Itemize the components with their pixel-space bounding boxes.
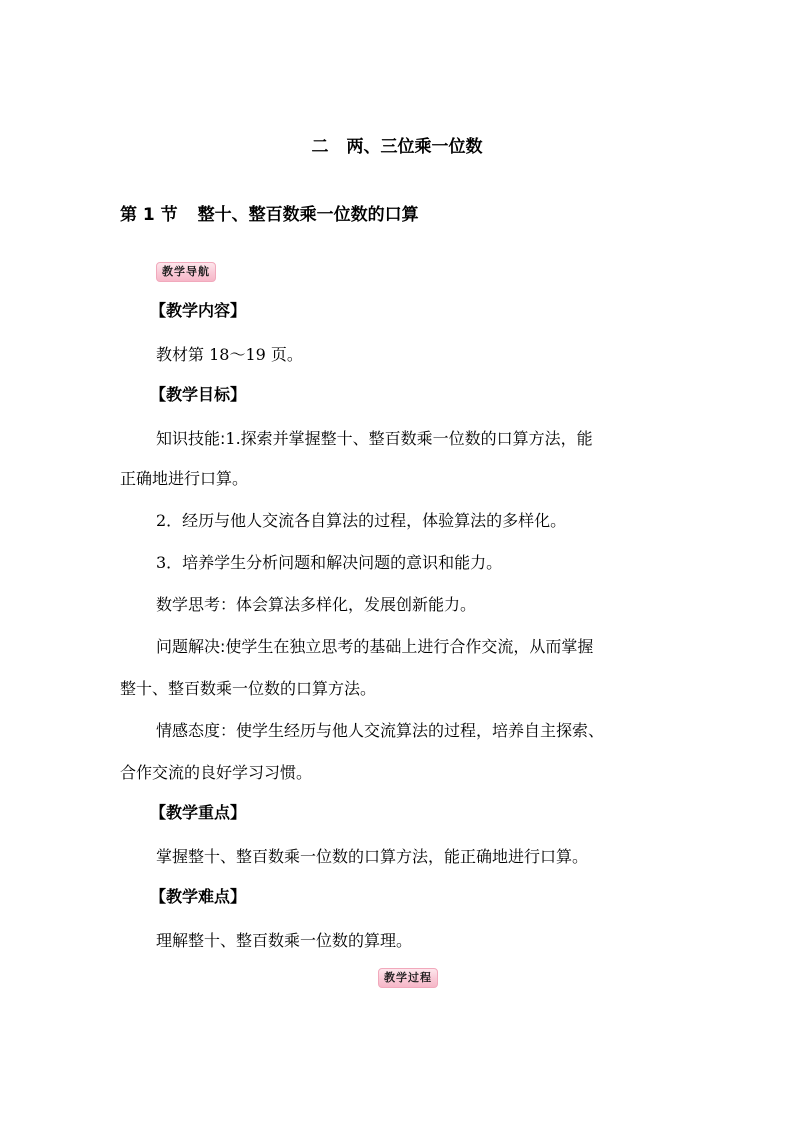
heading-teaching-content: 【教学内容】 bbox=[150, 301, 247, 320]
goal-problem-line1 bbox=[156, 636, 593, 658]
problem-solving-label: 问题解决: bbox=[156, 637, 226, 656]
goal-knowledge-label: 知识技能: bbox=[156, 429, 226, 448]
heading-teaching-goals: 【教学目标】 bbox=[150, 385, 247, 404]
goal-3: 3．培养学生分析问题和解决问题的意识和能力。 bbox=[156, 553, 503, 572]
goal-2: 2．经历与他人交流各自算法的过程，体验算法的多样化。 bbox=[156, 511, 567, 530]
key-points-text: 掌握整十、整百数乘一位数的口算方法，能正确地进行口算。 bbox=[156, 847, 589, 866]
heading-difficult-points: 【教学难点】 bbox=[150, 887, 247, 906]
goal-knowledge-line2: 正确地进行口算。 bbox=[120, 469, 249, 488]
goal-problem-line2: 整十、整百数乘一位数的口算方法。 bbox=[120, 679, 377, 698]
problem-solving-text: 使学生在独立思考的基础上进行合作交流，从而掌握 bbox=[225, 637, 594, 656]
goal-emotion-line2: 合作交流的良好学习习惯。 bbox=[120, 763, 313, 782]
math-thinking-label: 数学思考 bbox=[156, 595, 221, 614]
difficult-points-text: 理解整十、整百数乘一位数的算理。 bbox=[156, 931, 413, 950]
teaching-process-badge: 教学过程 bbox=[378, 968, 438, 988]
goal-knowledge-line1 bbox=[156, 428, 593, 450]
chapter-title bbox=[0, 132, 794, 157]
section-number: 第 1 节 bbox=[120, 205, 178, 225]
chapter-title-text: 两、三位乘一位数 bbox=[346, 137, 483, 157]
section-title bbox=[120, 200, 419, 225]
heading-key-points: 【教学重点】 bbox=[150, 803, 247, 822]
goal-emotion-line1 bbox=[156, 720, 604, 742]
emotion-label: 情感态度 bbox=[156, 721, 221, 740]
section-title-text: 整十、整百数乘一位数的口算 bbox=[197, 205, 419, 225]
goal-math-thinking bbox=[156, 594, 476, 616]
math-thinking-text: ：体会算法多样化，发展创新能力。 bbox=[220, 595, 477, 614]
goal-knowledge-text: 1.探索并掌握整十、整百数乘一位数的口算方法，能 bbox=[225, 429, 593, 448]
teaching-nav-badge: 教学导航 bbox=[156, 262, 216, 282]
emotion-text: ：使学生经历与他人交流算法的过程，培养自主探索、 bbox=[220, 721, 605, 740]
content-text: 教材第 18～19 页。 bbox=[156, 345, 303, 364]
chapter-number: 二 bbox=[311, 137, 329, 157]
